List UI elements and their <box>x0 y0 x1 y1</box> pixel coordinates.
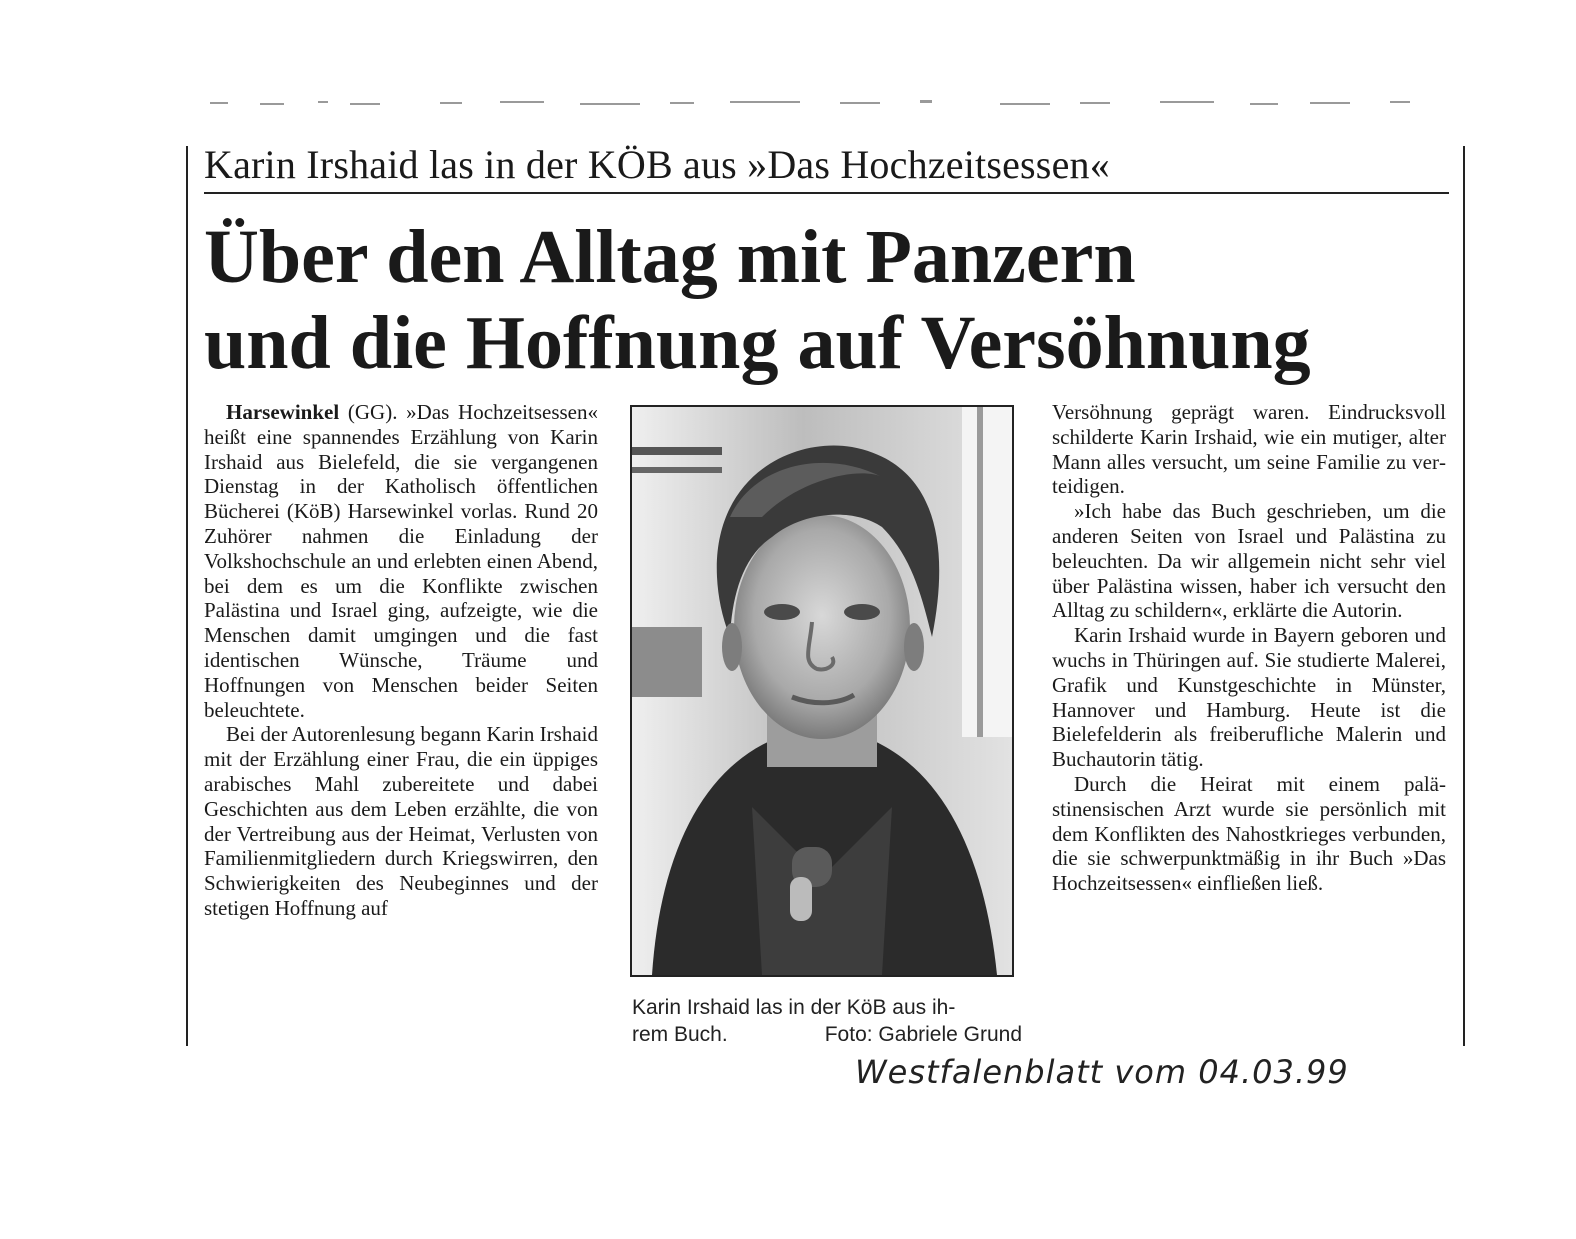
scan-noise-strip <box>200 96 1440 110</box>
paragraph-text: (GG). »Das Hochzeitsessen« heißt eine spannendes Erzählung von Karin Irshaid aus Bielefeld, die sie vergangenen Dienstag in der Katholisch öffentlichen Bücherei (KöB) Harsewinkel vorlas. Rund 20 Zuhörer nahmen die Einladung der Volkshochschule an und erlebten einen Abend, bei dem es um die Konflikte zwischen Palästina und Israel ging, aufzeigte, wie die Menschen damit umgingen und die fast identischen Wünsche, Träume und Hoffnungen von Menschen beider Seiten beleuchtete. <box>204 400 598 722</box>
caption-line-1: Karin Irshaid las in der KöB aus ih- <box>632 996 956 1019</box>
portrait-image <box>632 407 1012 975</box>
text-column-left <box>204 400 598 921</box>
kicker-divider <box>204 192 1449 194</box>
left-column-rule <box>186 146 188 1046</box>
paragraph: »Ich habe das Buch geschrieben, um die anderen Seiten von Israel und Palästina zu beleuchten. Da wir allgemein nicht sehr viel über Palästina wissen, haber ich versucht den Alltag zu schildern«, erklärte die Autorin. <box>1052 499 1446 623</box>
dateline: Harsewinkel <box>226 400 340 424</box>
photo-credit: Foto: Gabriele Grund <box>824 1023 1022 1046</box>
paragraph: Durch die Heirat mit einem palästinensischen Arzt wurde sie persönlich mit dem Konflikten des Nahostkrieges verbunden, die sie schwerpunktmäßig in ihr Buch »Das Hochzeitsessen« einfließen ließ. <box>1052 771 1446 896</box>
article-headline <box>204 214 1454 386</box>
caption-line-2 <box>632 1021 1022 1048</box>
article-kicker: Karin Irshaid las in der KÖB aus »Das Hochzeitsessen« <box>204 142 1110 187</box>
paragraph <box>204 400 598 722</box>
text-column-right <box>1052 400 1446 896</box>
paragraph: Bei der Autorenlesung begann Karin Irshaid mit der Erzählung einer Frau, die ein üppiges arabisches Mahl zubereitete und dabei Geschichten aus dem Leben erzählte, die von der Vertreibung aus der Heimat, Verlusten von Familienmitgliedern durch Kriegswirren, den Schwierigkeiten des Neubeginnes und der stetigen Hoffnung auf <box>204 722 598 920</box>
handwritten-source-note: Westfalenblatt vom 04.03.99 <box>855 1053 1349 1091</box>
paragraph: Karin Irshaid wurde in Bayern geboren und wuchs in Thüringen auf. Sie studierte Malerei, Grafik und Kunstgeschichte in Münster, Hannover und Hamburg. Heute ist die Bielefelderin als freiberufliche Malerin und Buchautorin tätig. <box>1052 623 1446 772</box>
headline-line-1: Über den Alltag mit Panzern <box>204 215 1136 299</box>
right-column-rule <box>1463 146 1465 1046</box>
headline-line-2: und die Hoffnung auf Versöhnung <box>204 301 1311 385</box>
author-photo <box>630 405 1014 977</box>
caption-text: rem Buch. <box>632 1023 728 1046</box>
photo-caption <box>632 994 1022 1048</box>
paragraph: Versöhnung geprägt waren. Eindrucksvoll schilderte Karin Irshaid, wie ein mutiger, alter Mann alles versucht, um seine Familie zu verteidigen. <box>1052 400 1446 499</box>
